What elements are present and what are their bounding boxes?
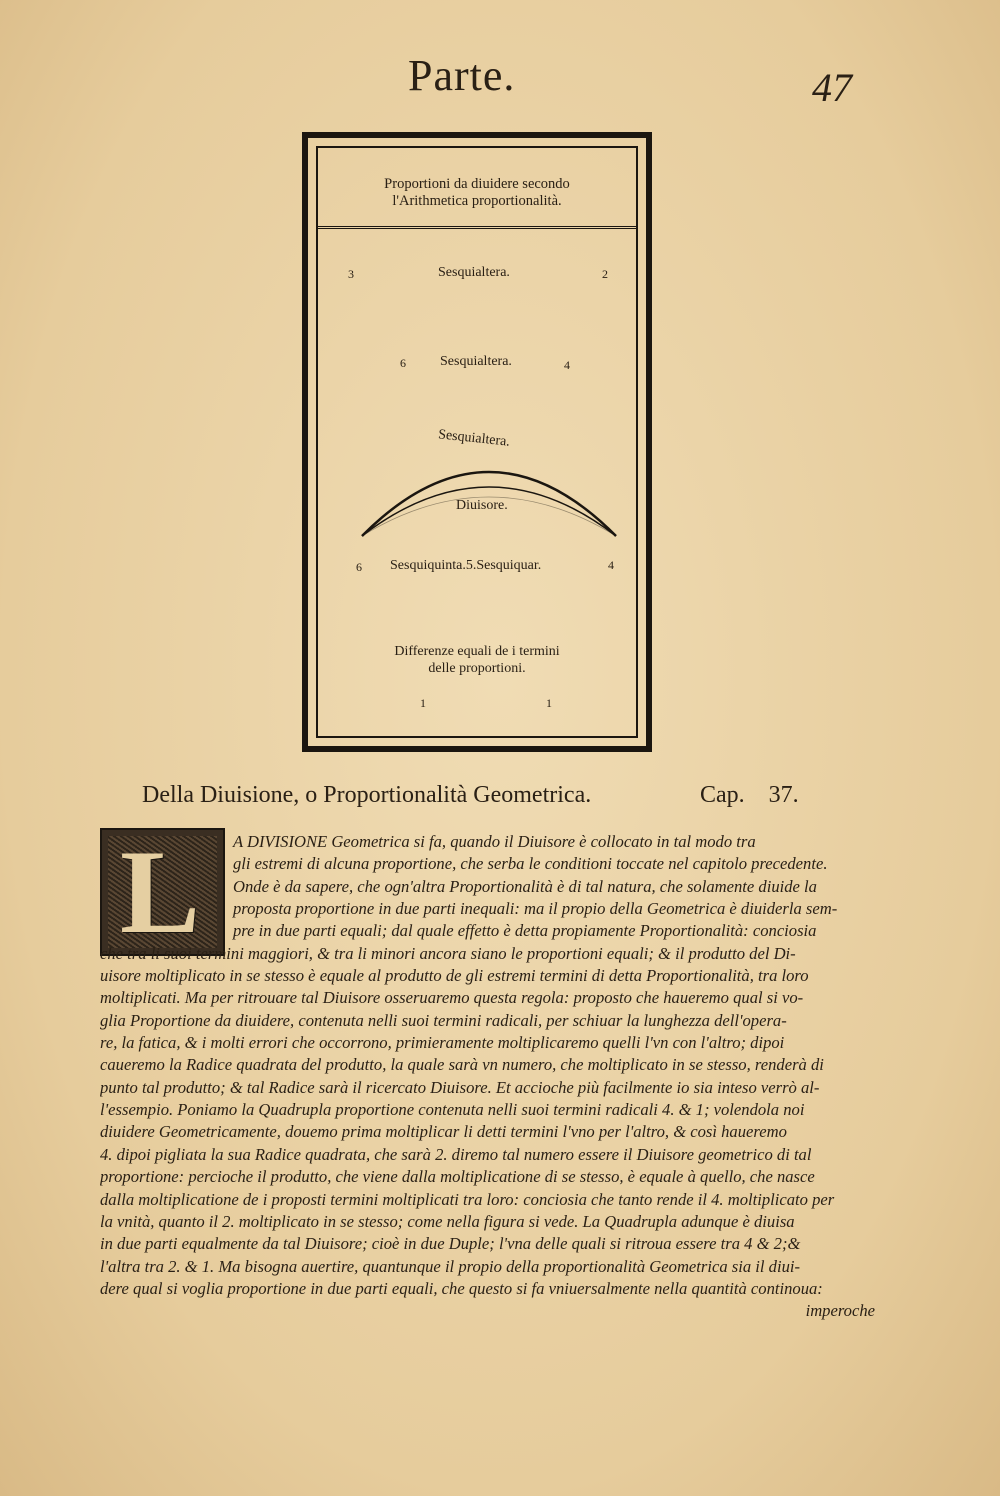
body-line: A DIVISIONE Geometrica si fa, quando il Diuisore è collocato in tal modo tra: [233, 832, 756, 851]
body-line: re, la fatica, & i molti errori che occorrono, primieramente moltiplicaremo quelli l'vn con l'altro; dipoi: [100, 1033, 785, 1053]
body-line: dalla moltiplicatione de i proposti termini moltiplicati tra loro: conciosia che tanto rende il 4. moltiplicato per: [100, 1189, 835, 1209]
row1-left-number: 3: [348, 267, 354, 281]
chapter-title: Della Diuisione, o Proportionalità Geometrica.: [142, 782, 592, 808]
body-text: [100, 825, 875, 1323]
body-line: proportione: percioche il produtto, che viene dalla moltiplicatione di se stesso, è equale à quello, che nasce: [100, 1167, 815, 1187]
body-line: punto tal produtto; & tal Radice sarà il ricercato Diuisore. Et accioche più facilmente io sia inteso verrò al-: [100, 1077, 820, 1097]
row3-right-number: 4: [608, 558, 614, 572]
arc-label: Sesquialtera.: [437, 427, 511, 450]
figure-frame: [316, 146, 638, 738]
woodcut-figure: [302, 132, 652, 752]
figure-footer-line-1: Differenze equali de i termini: [394, 644, 560, 659]
body-line: glia Proportione da diuidere, contenuta nelli suoi termini radicali, per schiuar la lunghezza dell'opera-: [100, 1010, 787, 1030]
page-number: 47: [812, 65, 852, 110]
figure-title-line-2: l'Arithmetica proportionalità.: [392, 193, 562, 209]
row3-label: Sesquiquinta.5.Sesquiquar.: [390, 558, 542, 573]
body-line: uisore moltiplicato in se stesso è equale al produtto de gli estremi termini di detta Proportionalità, tra loro: [100, 966, 809, 986]
body-line: gli estremi di alcuna proportione, che serba le conditioni toccate nel capitolo precedente.: [233, 854, 828, 874]
body-line: caueremo la Radice quadrata del produtto, la quale sarà vn numero, che moltiplicato in se stesso, renderà di: [100, 1055, 824, 1075]
body-line: 4. dipoi pigliata la sua Radice quadrata, che sarà 2. diremo tal numero essere il Diuisore geometrico di tal: [100, 1144, 812, 1164]
figure-footer: [318, 643, 636, 677]
row1-right-number: 2: [602, 267, 608, 281]
body-line: che tra li suoi termini maggiori, & tra li minori ancora siano le proportioni equali; & il produtto del Di-: [100, 943, 796, 963]
body-line: l'essempio. Poniamo la Quadrupla proportione contenuta nelli suoi termini radicali 4. & 1; volendola noi: [100, 1100, 805, 1120]
body-line: Onde è da sapere, che ogn'altra Proportionalità è di tal natura, che solamente diuide la: [233, 876, 817, 896]
bottom-left-number: 1: [420, 696, 426, 710]
row2-right-number: 4: [564, 358, 570, 372]
body-line: dere qual si voglia proportione in due parti equali, che questo si fa vniuersalmente nella quantità continoua:: [100, 1278, 823, 1298]
row2-label: Sesquialtera.: [440, 354, 512, 369]
divisor-label: Diuisore.: [456, 498, 508, 513]
figure-title-line-1: Proportioni da diuidere secondo: [384, 176, 570, 192]
chapter-label: Cap. 37.: [700, 782, 799, 808]
figure-title-box: [318, 148, 636, 229]
catchword: imperoche: [805, 1301, 875, 1321]
body-line: moltiplicati. Ma per ritrouare tal Diuisore osseruaremo questa regola: proposto che haueremo qual si vo-: [100, 988, 804, 1008]
body-line: l'altra tra 2. & 1. Ma bisogna auertire, quantunque il propio della proportionalità Geometrica sia il diui-: [100, 1256, 801, 1276]
row3-left-number: 6: [356, 560, 362, 574]
running-head: Parte.: [408, 51, 516, 100]
body-line: pre in due parti equali; dal quale effetto è detta propiamente Proportionalità: conciosia: [233, 921, 817, 941]
figure-footer-line-2: delle proportioni.: [428, 661, 526, 676]
row2-left-number: 6: [400, 356, 406, 370]
bottom-right-number: 1: [546, 696, 552, 710]
row1-label: Sesquialtera.: [438, 265, 510, 280]
figure-title: [318, 176, 636, 210]
body-line: la vnità, quanto il 2. moltiplicato in se stesso; come nella figura si vede. La Quadrupla adunque è diuisa: [100, 1211, 795, 1231]
body-line: in due parti equalmente da tal Diuisore; cioè in due Duple; l'vna delle quali si ritroua essere tra 4 & 2;&: [100, 1234, 801, 1254]
initial-letter: L: [120, 825, 201, 958]
body-line: diuidere Geometricamente, douemo prima moltiplicar li detti termini l'vno per l'altro, & così haueremo: [100, 1122, 787, 1142]
body-line: proposta proportione in due parti inequali: ma il propio della Geometrica è diuiderla sem-: [233, 899, 838, 919]
